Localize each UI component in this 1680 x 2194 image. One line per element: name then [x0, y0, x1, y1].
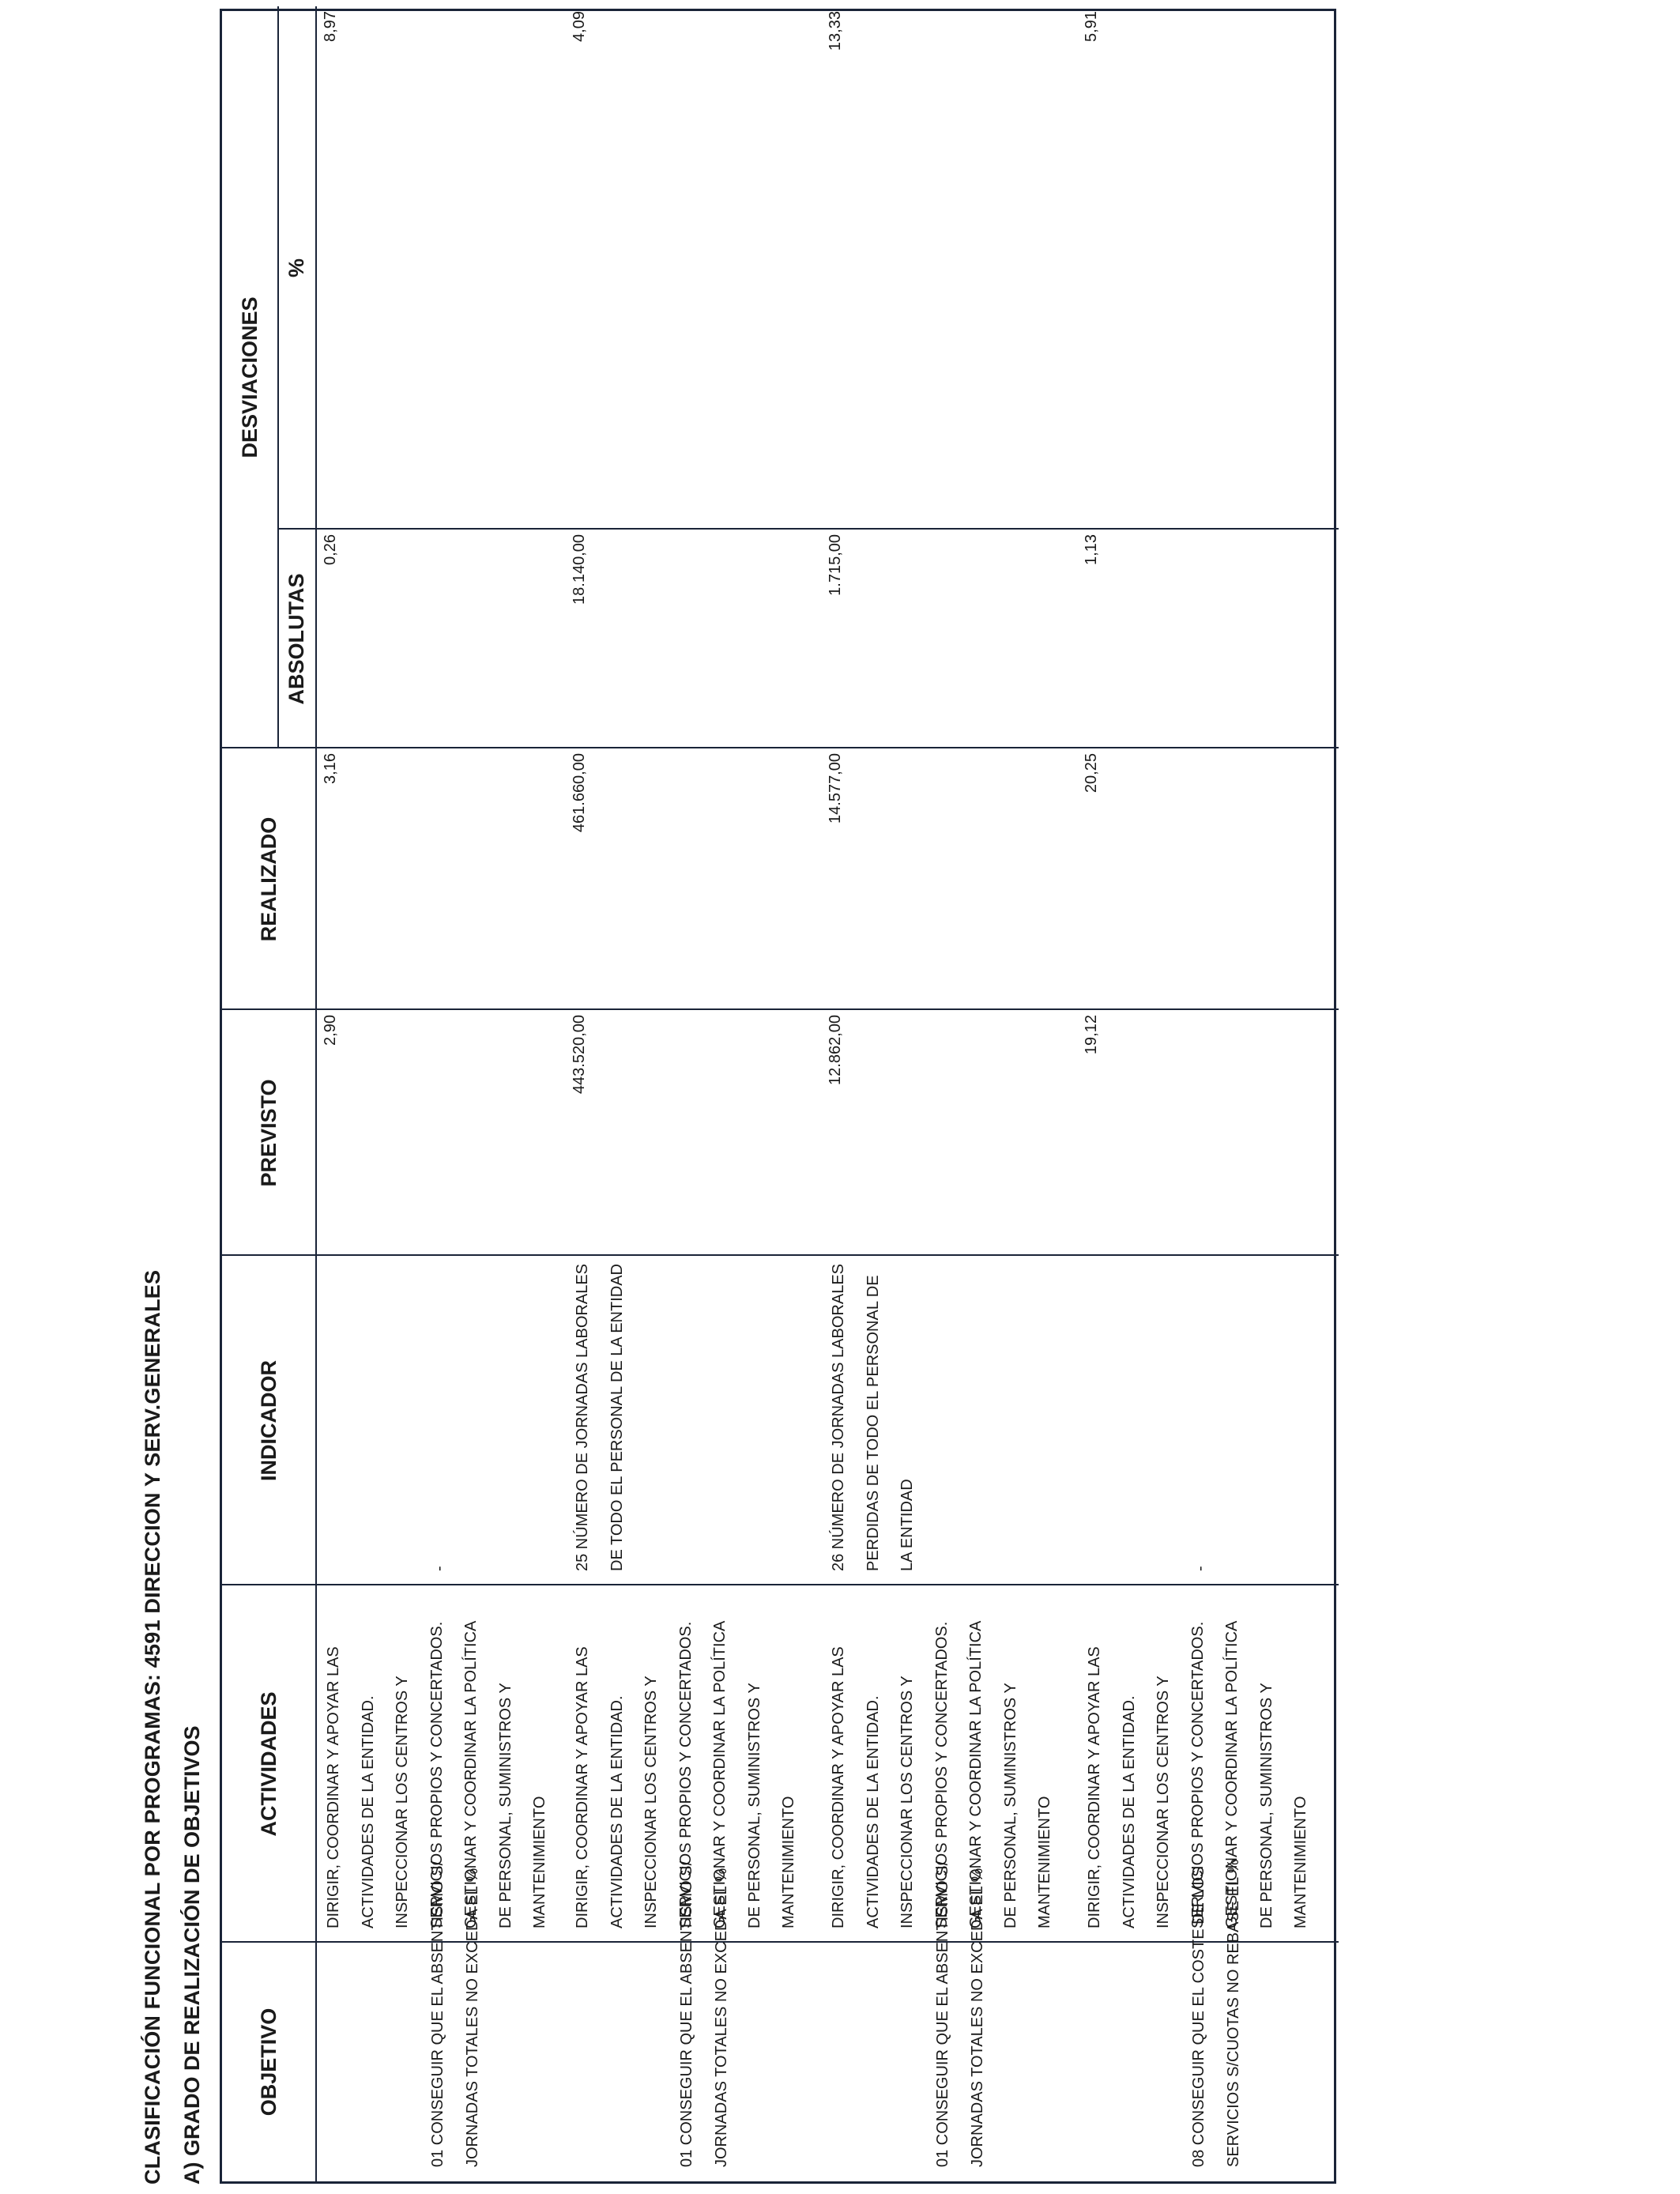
objetivo-line: JORNADAS TOTALES NO EXCEDA EL % [968, 1868, 986, 2167]
indicador-line: - [431, 1566, 448, 1571]
indicador-line: - [1192, 1566, 1209, 1571]
actividades-line: DIRIGIR, COORDINAR Y APOYAR LAS [325, 1646, 342, 1928]
absolutas-value: 0,26 [322, 534, 339, 565]
actividades-line: MANTENIMIENTO [1036, 1796, 1053, 1928]
realizado-value: 14.577,00 [827, 753, 844, 824]
actividades-line: ACTIVIDADES DE LA ENTIDAD. [608, 1695, 626, 1928]
objetivo-line: 01 CONSEGUIR QUE EL ABSENTISMO S/ [678, 1860, 695, 2167]
absolutas-value: 1,13 [1083, 534, 1100, 565]
actividades-line: DIRIGIR, COORDINAR Y APOYAR LAS [1086, 1646, 1103, 1928]
actividades-line: SERVICIOS PROPIOS Y CONCERTADOS. [676, 1621, 695, 1928]
objectives-table [220, 9, 1336, 2184]
actividades-line: INSPECCIONAR LOS CENTROS Y [642, 1676, 660, 1928]
indicador-cell [822, 1256, 1078, 1571]
actividades-cell [1078, 1585, 1340, 1928]
actividades-line: DE PERSONAL, SUMINISTROS Y [1001, 1683, 1019, 1928]
previsto-value: 12.862,00 [827, 1015, 844, 1085]
actividades-line: INSPECCIONAR LOS CENTROS Y [898, 1676, 916, 1928]
actividades-line: MANTENIMIENTO [1292, 1796, 1309, 1928]
section-subtitle: A) GRADO DE REALIZACIÓN DE OBJETIVOS [180, 1725, 204, 2185]
actividades-line: DE PERSONAL, SUMINISTROS Y [1257, 1683, 1275, 1928]
actividades-line: DIRIGIR, COORDINAR Y APOYAR LAS [574, 1646, 591, 1928]
actividades-line: DE PERSONAL, SUMINISTROS Y [745, 1683, 763, 1928]
indicador-cell [566, 1256, 822, 1571]
objetivo-line: 01 CONSEGUIR QUE EL ABSENTISMO S/ [429, 1860, 446, 2167]
actividades-line: ACTIVIDADES DE LA ENTIDAD. [359, 1695, 377, 1928]
previsto-value: 2,90 [322, 1015, 339, 1046]
indicador-cell [317, 1256, 566, 1571]
porcentaje-value: 13,33 [827, 11, 844, 51]
indicador-line: LA ENTIDAD [898, 1479, 916, 1571]
absolutas-value: 18.140,00 [571, 534, 588, 605]
indicador-line: DE TODO EL PERSONAL DE LA ENTIDAD [608, 1263, 626, 1571]
previsto-value: 19,12 [1083, 1015, 1100, 1055]
col-header-porcentaje: % [284, 258, 308, 278]
actividades-line: MANTENIMIENTO [780, 1796, 797, 1928]
objetivo-line: JORNADAS TOTALES NO EXCEDA EL % [712, 1868, 730, 2167]
actividades-line: SERVICIOS PROPIOS Y CONCERTADOS. [932, 1621, 951, 1928]
col-header-desviaciones: DESVIACIONES [237, 296, 262, 458]
realizado-value: 20,25 [1083, 753, 1100, 794]
realizado-value: 461.660,00 [571, 753, 588, 833]
actividades-cell [566, 1585, 822, 1928]
col-header-realizado: REALIZADO [256, 816, 281, 942]
objetivo-line: JORNADAS TOTALES NO EXCEDA EL % [463, 1868, 481, 2167]
actividades-line: DE PERSONAL, SUMINISTROS Y [496, 1683, 514, 1928]
actividades-line: INSPECCIONAR LOS CENTROS Y [394, 1676, 411, 1928]
previsto-value: 443.520,00 [571, 1015, 588, 1095]
indicador-line: PERDIDAS DE TODO EL PERSONAL DE [864, 1275, 882, 1571]
porcentaje-value: 8,97 [322, 11, 339, 42]
col-header-indicador: INDICADOR [256, 1360, 281, 1481]
indicador-line: 26 NÚMERO DE JORNADAS LABORALES [830, 1264, 847, 1571]
actividades-line: GESTIONAR Y COORDINAR LA POLÍTICA [967, 1620, 985, 1928]
actividades-line: SERVICIOS PROPIOS Y CONCERTADOS. [1188, 1621, 1207, 1928]
indicador-line: 25 NÚMERO DE JORNADAS LABORALES [574, 1264, 591, 1571]
actividades-line: INSPECCIONAR LOS CENTROS Y [1155, 1676, 1172, 1928]
actividades-line: GESTIONAR Y COORDINAR LA POLÍTICA [1223, 1620, 1241, 1928]
actividades-cell [822, 1585, 1078, 1928]
objetivo-line: 08 CONSEGUIR QUE EL COSTE DE LOS [1190, 1866, 1207, 2167]
objetivo-line: SERVICIOS S/CUOTAS NO REBASE EL % [1224, 1859, 1242, 2167]
porcentaje-value: 4,09 [571, 11, 588, 42]
col-header-objetivo: OBJETIVO [256, 2007, 281, 2117]
indicador-cell [1078, 1256, 1340, 1571]
col-header-actividades: ACTIVIDADES [256, 1691, 281, 1837]
actividades-line: SERVICIOS PROPIOS Y CONCERTADOS. [428, 1621, 446, 1928]
actividades-line: DIRIGIR, COORDINAR Y APOYAR LAS [830, 1646, 847, 1928]
page-title: CLASIFICACIÓN FUNCIONAL POR PROGRAMAS: 4591 DIRECCION Y SERV.GENERALES [141, 1269, 164, 2185]
actividades-line: GESTIONAR Y COORDINAR LA POLÍTICA [462, 1620, 480, 1928]
absolutas-value: 1.715,00 [827, 534, 844, 596]
actividades-line: MANTENIMIENTO [531, 1796, 548, 1928]
actividades-cell [317, 1585, 566, 1928]
actividades-line: ACTIVIDADES DE LA ENTIDAD. [864, 1695, 882, 1928]
col-header-previsto: PREVISTO [256, 1079, 281, 1187]
porcentaje-value: 5,91 [1083, 11, 1100, 42]
col-header-absolutas: ABSOLUTAS [284, 573, 308, 705]
objetivo-line: 01 CONSEGUIR QUE EL ABSENTISMO S/ [934, 1860, 951, 2167]
realizado-value: 3,16 [322, 753, 339, 784]
actividades-line: ACTIVIDADES DE LA ENTIDAD. [1120, 1695, 1138, 1928]
actividades-line: GESTIONAR Y COORDINAR LA POLÍTICA [711, 1620, 729, 1928]
